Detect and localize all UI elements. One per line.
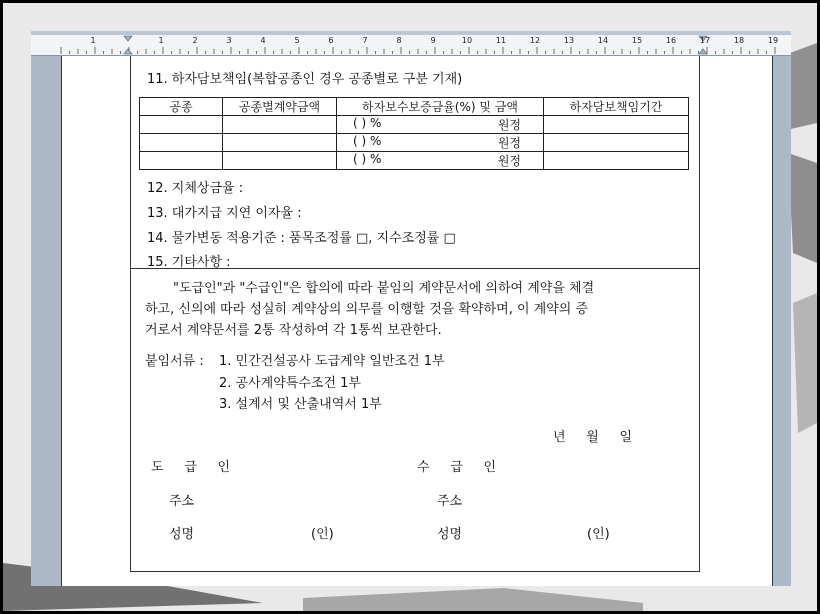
ruler-number: 13	[563, 36, 575, 45]
ruler-number: 15	[631, 36, 643, 45]
table-cell[interactable]	[223, 152, 337, 170]
receiver-seal: (인)	[587, 527, 610, 542]
pct-cell: ( ) %	[353, 134, 382, 148]
receiver-address-label: 주소	[437, 494, 463, 509]
ruler-number: 1	[158, 36, 164, 45]
won-cell: 원정	[497, 136, 521, 150]
won-cell: 원정	[497, 118, 521, 132]
ruler-number: 7	[362, 36, 368, 45]
contractor-seal: (인)	[311, 527, 334, 542]
receiver-name-label: 성명	[437, 527, 463, 542]
item-14: 14. 물가변동 적용기준 : 품목조정률 □, 지수조정률 □	[147, 231, 456, 246]
pct-cell: ( ) %	[353, 152, 382, 166]
screenshot-frame	[3, 3, 817, 611]
ruler-number: 18	[733, 36, 745, 45]
table-cell[interactable]	[337, 116, 544, 134]
table-cell[interactable]	[544, 134, 689, 152]
item-13: 13. 대가지급 지연 이자율 :	[147, 206, 302, 221]
table-cell[interactable]	[140, 152, 223, 170]
ruler-number: 14	[597, 36, 609, 45]
table-row	[140, 116, 689, 134]
contractor-name-label: 성명	[169, 527, 195, 542]
attachment-1: 1. 민간건설공사 도급계약 일반조건 1부	[219, 354, 445, 369]
document-area	[31, 56, 791, 586]
table-header: 하자보수보증금율(%) 및 금액	[337, 98, 544, 116]
pct-cell: ( ) %	[353, 116, 382, 130]
warranty-table	[139, 97, 689, 170]
word-processor-window	[31, 31, 791, 586]
ruler-number: 4	[260, 36, 266, 45]
won-cell: 원정	[497, 154, 521, 168]
contractor-label: 도 급 인	[151, 460, 230, 475]
ruler-number: 8	[396, 36, 402, 45]
table-cell[interactable]	[544, 116, 689, 134]
ruler-number: 17	[699, 36, 711, 45]
left-indent-marker	[124, 36, 132, 54]
section-divider	[131, 268, 699, 269]
ruler-ticks	[31, 35, 791, 55]
table-cell[interactable]	[140, 134, 223, 152]
ruler-number: 6	[328, 36, 334, 45]
table-cell[interactable]	[140, 116, 223, 134]
horizontal-ruler[interactable]	[31, 35, 791, 56]
table-cell[interactable]	[337, 134, 544, 152]
attachment-2: 2. 공사계약특수조건 1부	[219, 376, 361, 391]
agreement-line-2: 하고, 신의에 따라 성실히 계약상의 의무를 이행할 것을 확약하며, 이 계약의 증	[145, 302, 589, 317]
item-15: 15. 기타사항 :	[147, 255, 231, 270]
item-11-heading: 11. 하자담보책임(복합공종인 경우 공종별로 구분 기재)	[147, 72, 463, 87]
ruler-number: 2	[192, 36, 198, 45]
table-cell[interactable]	[223, 134, 337, 152]
table-row	[140, 134, 689, 152]
contractor-address-label: 주소	[169, 494, 195, 509]
agreement-line-3: 거로서 계약문서를 2통 작성하여 각 1통씩 보관한다.	[145, 323, 442, 338]
table-header: 공종별계약금액	[223, 98, 337, 116]
date-line: 년 월 일	[553, 430, 632, 445]
ruler-number: 11	[495, 36, 507, 45]
ruler-number: 3	[226, 36, 232, 45]
ruler-number: 12	[529, 36, 541, 45]
table-header: 하자담보책임기간	[544, 98, 689, 116]
table-cell[interactable]	[544, 152, 689, 170]
agreement-line-1: "도급인"과 "수급인"은 합의에 따라 붙임의 계약문서에 의하여 계약을 체결	[173, 281, 595, 296]
ruler-number: 16	[665, 36, 677, 45]
ruler-number: 10	[461, 36, 473, 45]
table-header-row	[140, 98, 689, 116]
table-header: 공종	[140, 98, 223, 116]
document-page[interactable]	[61, 56, 773, 586]
attachment-3: 3. 설계서 및 산출내역서 1부	[219, 397, 382, 412]
receiver-label: 수 급 인	[417, 460, 496, 475]
attachments-label: 붙임서류 :	[145, 354, 204, 369]
ruler-number: 9	[430, 36, 436, 45]
table-cell[interactable]	[223, 116, 337, 134]
table-cell[interactable]	[337, 152, 544, 170]
ruler-number: 1	[90, 36, 96, 45]
table-row	[140, 152, 689, 170]
ruler-number: 5	[294, 36, 300, 45]
item-12: 12. 지체상금율 :	[147, 181, 244, 196]
contract-box	[130, 56, 700, 572]
ruler-number: 19	[767, 36, 779, 45]
